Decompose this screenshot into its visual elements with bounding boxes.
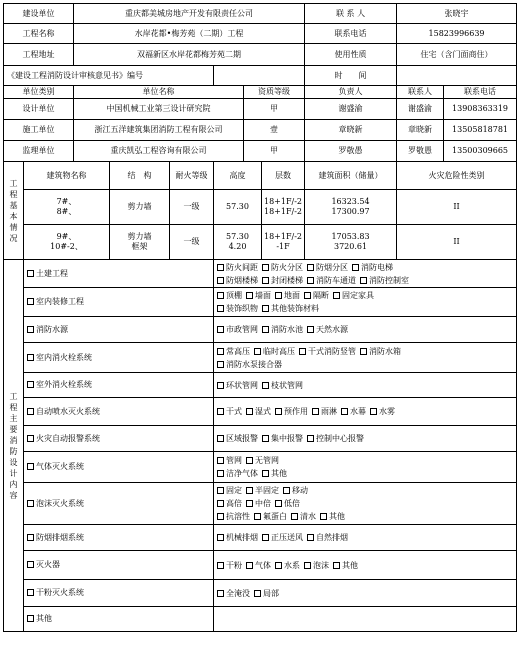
item-checkbox[interactable] [27,270,34,277]
unit-type: 监理单位 [4,141,74,162]
usage-value: 住宅（含门面商住） [397,44,517,66]
unit-contact: 罗敬愚 [397,141,444,162]
unit-contact: 谢盛渝 [397,99,444,120]
address-value: 双福新区水岸花都梅芳苑二期 [74,44,305,66]
design-item-label: 室内消火栓系统 [24,343,214,373]
option[interactable]: 雨淋 [312,407,337,416]
option-checkbox[interactable] [246,408,253,415]
option-checkbox[interactable] [262,264,269,271]
option[interactable]: 隔断 [304,291,329,300]
option[interactable]: 水雾 [370,407,395,416]
usage-label: 使用性质 [305,44,397,66]
option-checkbox[interactable] [217,348,224,355]
option-checkbox[interactable] [304,292,311,299]
option-checkbox[interactable] [307,264,314,271]
unit-name: 浙江五洋建筑集团消防工程有限公司 [74,120,244,141]
option[interactable]: 消防车通道 [307,276,356,285]
option-checkbox[interactable] [320,513,327,520]
option[interactable]: 半固定 [246,486,279,495]
item-checkbox[interactable] [27,561,34,568]
building-name: 9#、 10#-2、 [24,225,110,260]
option[interactable]: 固定 [217,486,242,495]
option-checkbox[interactable] [217,408,224,415]
design-item-options [214,373,517,398]
option[interactable]: 干式消防竖管 [299,347,356,356]
option-checkbox[interactable] [262,382,269,389]
design-item-row [4,288,517,317]
option-checkbox[interactable] [217,435,224,442]
option[interactable]: 高倍 [217,499,242,508]
option[interactable]: 其他 [262,469,287,478]
option[interactable]: 消防电梯 [352,263,393,272]
option-checkbox[interactable] [217,487,224,494]
units-header: 联系人 [397,86,444,99]
option[interactable]: 地面 [275,291,300,300]
option-checkbox[interactable] [217,470,224,477]
design-item-options [214,343,517,373]
option[interactable]: 全淹没 [217,589,250,598]
option-checkbox[interactable] [246,292,253,299]
units-row [4,141,517,162]
option[interactable]: 中倍 [246,499,271,508]
option-checkbox[interactable] [307,435,314,442]
option-checkbox[interactable] [360,348,367,355]
design-item-row [4,343,517,373]
option[interactable]: 氟蛋白 [254,512,287,521]
design-item-options [214,580,517,607]
unit-type: 设计单位 [4,99,74,120]
basic-header-row [4,162,517,190]
design-item-row [4,607,517,632]
item-checkbox[interactable] [27,381,34,388]
basic-header: 层数 [262,162,305,190]
project-name-value: 水岸花都•梅芳苑（二期）工程 [74,24,305,44]
header-row-4 [4,66,517,86]
option-checkbox[interactable] [217,264,224,271]
option-checkbox[interactable] [262,435,269,442]
design-item-options [214,288,517,317]
option-checkbox[interactable] [246,457,253,464]
option-checkbox[interactable] [341,408,348,415]
unit-grade: 甲 [244,141,305,162]
item-checkbox[interactable] [27,326,34,333]
units-header: 资质等级 [244,86,305,99]
basic-header: 火灾危险性类别 [397,162,517,190]
item-checkbox[interactable] [27,463,34,470]
units-header-row [4,86,517,99]
option[interactable]: 市政管网 [217,325,258,334]
item-checkbox[interactable] [27,435,34,442]
design-item-row [4,426,517,452]
option[interactable]: 湿式 [246,407,271,416]
basic-header: 建筑物名称 [24,162,110,190]
basic-header: 耐火等级 [170,162,214,190]
option[interactable]: 防烟分区 [307,263,348,272]
option-checkbox[interactable] [262,277,269,284]
building-area: 17053.83 3720.61 [305,225,397,260]
design-content-body [4,260,517,632]
header-row-2 [4,24,517,44]
option[interactable]: 预作用 [275,407,308,416]
option-checkbox[interactable] [283,487,290,494]
acceptance-form [3,3,517,632]
design-item-label: 防烟排烟系统 [24,525,214,551]
contact-value: 张晓宇 [397,4,517,24]
option-checkbox[interactable] [217,534,224,541]
option[interactable]: 清水 [291,512,316,521]
unit-contact: 章晓新 [397,120,444,141]
item-checkbox[interactable] [27,354,34,361]
unit-phone: 13500309665 [444,141,517,162]
option[interactable]: 抗溶性 [217,512,250,521]
option-checkbox[interactable] [291,513,298,520]
option-checkbox[interactable] [246,562,253,569]
option[interactable]: 消防水池 [262,325,303,334]
opinion-number-value [214,66,305,86]
design-item-label: 干粉灭火系统 [24,580,214,607]
option-checkbox[interactable] [217,513,224,520]
option-checkbox[interactable] [262,534,269,541]
option-checkbox[interactable] [246,487,253,494]
design-item-label: 气体灭火系统 [24,452,214,483]
fire-hazard-class: II [397,190,517,225]
basic-header: 建筑面积（储量） [305,162,397,190]
option[interactable]: 自然排烟 [307,533,348,542]
time-label: 时 间 [305,66,397,86]
building-area: 16323.54 17300.97 [305,190,397,225]
unit-lead: 罗敬愚 [305,141,397,162]
basic-header: 高度 [214,162,262,190]
option[interactable]: 临时高压 [254,347,295,356]
option-checkbox[interactable] [304,562,311,569]
header-row-1 [4,4,517,24]
option-checkbox[interactable] [275,562,282,569]
option-checkbox[interactable] [254,590,261,597]
option[interactable]: 固定家具 [333,291,374,300]
building-floors: 18+1F/-2 -1F [262,225,305,260]
option-checkbox[interactable] [275,500,282,507]
option-checkbox[interactable] [217,361,224,368]
option-checkbox[interactable] [262,305,269,312]
unit-name: 重庆凯弘工程咨询有限公司 [74,141,244,162]
design-item-label: 室外消火栓系统 [24,373,214,398]
option-checkbox[interactable] [217,590,224,597]
option[interactable]: 局部 [254,589,279,598]
option[interactable]: 枝状管网 [262,381,303,390]
design-item-label: 灭火器 [24,551,214,580]
option[interactable]: 水系 [275,561,300,570]
phone-label: 联系电话 [305,24,397,44]
item-checkbox[interactable] [27,589,34,596]
option-checkbox[interactable] [275,408,282,415]
option-checkbox[interactable] [262,470,269,477]
option-checkbox[interactable] [217,457,224,464]
design-item-row [4,260,517,288]
item-checkbox[interactable] [27,298,34,305]
design-item-row [4,452,517,483]
build-unit-value: 重庆都美城房地产开发有限责任公司 [74,4,305,24]
item-checkbox[interactable] [27,615,34,622]
design-item-options [214,398,517,426]
design-item-row [4,373,517,398]
option[interactable]: 其他装饰材料 [262,304,319,313]
units-header: 单位类别 [4,86,74,99]
option-checkbox[interactable] [312,408,319,415]
option-checkbox[interactable] [307,326,314,333]
option-checkbox[interactable] [246,500,253,507]
design-item-row [4,398,517,426]
option[interactable]: 消防控制室 [360,276,409,285]
option[interactable]: 集中报警 [262,434,303,443]
option-checkbox[interactable] [217,326,224,333]
option[interactable]: 移动 [283,486,308,495]
option-checkbox[interactable] [217,382,224,389]
option[interactable]: 洁净气体 [217,469,258,478]
design-item-row [4,317,517,343]
option[interactable]: 管网 [217,456,242,465]
option[interactable]: 封闭楼梯 [262,276,303,285]
option-checkbox[interactable] [254,348,261,355]
design-item-row [4,483,517,525]
contact-label: 联 系 人 [305,4,397,24]
option[interactable]: 防火间距 [217,263,258,272]
option[interactable]: 天然水源 [307,325,348,334]
units-header: 单位名称 [74,86,244,99]
building-structure: 剪力墙 [110,190,170,225]
option-checkbox[interactable] [217,292,224,299]
option[interactable]: 环状管网 [217,381,258,390]
header-row-3 [4,44,517,66]
option-checkbox[interactable] [370,408,377,415]
design-item-options [214,551,517,580]
project-name-label: 工程名称 [4,24,74,44]
design-item-label: 土建工程 [24,260,214,288]
option[interactable]: 干式 [217,407,242,416]
option[interactable]: 无管网 [246,456,279,465]
item-checkbox[interactable] [27,408,34,415]
design-item-row [4,525,517,551]
basic-side-label: 工 程 基 本 情 况 [4,162,24,260]
building-floors: 18+1F/-2 18+1F/-2 [262,190,305,225]
units-header: 负责人 [305,86,397,99]
option[interactable]: 墙面 [246,291,271,300]
option-checkbox[interactable] [275,292,282,299]
option[interactable]: 防烟楼梯 [217,276,258,285]
option[interactable]: 消防水箱 [360,347,401,356]
option[interactable]: 泡沫 [304,561,329,570]
option[interactable]: 机械排烟 [217,533,258,542]
option[interactable]: 水幕 [341,407,366,416]
design-item-row [4,580,517,607]
option[interactable]: 防火分区 [262,263,303,272]
option[interactable]: 其他 [320,512,345,521]
design-item-options [214,483,517,525]
option-checkbox[interactable] [262,326,269,333]
option-checkbox[interactable] [299,348,306,355]
unit-name: 中国机械工业第三设计研究院 [74,99,244,120]
time-value [397,66,517,86]
unit-lead: 谢盛渝 [305,99,397,120]
design-side-label: 工 程 主 要 消 防 设 计 内 容 [4,260,24,632]
design-item-options [214,426,517,452]
option[interactable]: 区域报警 [217,434,258,443]
building-structure: 剪力墙 框架 [110,225,170,260]
option[interactable]: 低倍 [275,499,300,508]
option[interactable]: 正压送风 [262,533,303,542]
option[interactable]: 顶棚 [217,291,242,300]
design-item-label: 火灾自动报警系统 [24,426,214,452]
option-checkbox[interactable] [360,277,367,284]
units-row [4,120,517,141]
address-label: 工程地址 [4,44,74,66]
unit-phone: 13505818781 [444,120,517,141]
fire-rating: 一级 [170,190,214,225]
building-name: 7#、 8#、 [24,190,110,225]
option-checkbox[interactable] [217,277,224,284]
option-checkbox[interactable] [217,500,224,507]
design-item-label: 泡沫灭火系统 [24,483,214,525]
option-checkbox[interactable] [254,513,261,520]
basic-row [4,225,517,260]
option-checkbox[interactable] [333,292,340,299]
option[interactable]: 装饰织物 [217,304,258,313]
option-checkbox[interactable] [352,264,359,271]
fire-rating: 一级 [170,225,214,260]
option[interactable]: 消防水泵接合器 [217,360,282,369]
option[interactable]: 其他 [333,561,358,570]
design-item-options [214,260,517,288]
unit-type: 施工单位 [4,120,74,141]
basic-header: 结 构 [110,162,170,190]
design-item-options [214,525,517,551]
design-item-options [214,452,517,483]
phone-value: 15823996639 [397,24,517,44]
units-header: 联系电话 [444,86,517,99]
design-item-label: 其他 [24,607,214,632]
option-checkbox[interactable] [217,562,224,569]
design-item-label: 消防水源 [24,317,214,343]
option[interactable]: 气体 [246,561,271,570]
item-checkbox[interactable] [27,500,34,507]
option[interactable]: 控制中心报警 [307,434,364,443]
basic-row [4,190,517,225]
option[interactable]: 干粉 [217,561,242,570]
opinion-number-label: 《建设工程消防设计审核意见书》编号 [4,66,214,86]
building-height: 57.30 4.20 [214,225,262,260]
option-checkbox[interactable] [307,534,314,541]
option-checkbox[interactable] [307,277,314,284]
option[interactable]: 常高压 [217,347,250,356]
unit-grade: 壹 [244,120,305,141]
design-item-label: 室内装修工程 [24,288,214,317]
option-checkbox[interactable] [217,305,224,312]
option-checkbox[interactable] [333,562,340,569]
build-unit-label: 建设单位 [4,4,74,24]
design-item-options [214,317,517,343]
units-row [4,99,517,120]
fire-hazard-class: II [397,225,517,260]
unit-lead: 章晓新 [305,120,397,141]
unit-phone: 13908363319 [444,99,517,120]
design-item-label: 自动喷水灭火系统 [24,398,214,426]
design-item-options [214,607,517,632]
building-height: 57.30 [214,190,262,225]
unit-grade: 甲 [244,99,305,120]
design-item-row [4,551,517,580]
item-checkbox[interactable] [27,534,34,541]
